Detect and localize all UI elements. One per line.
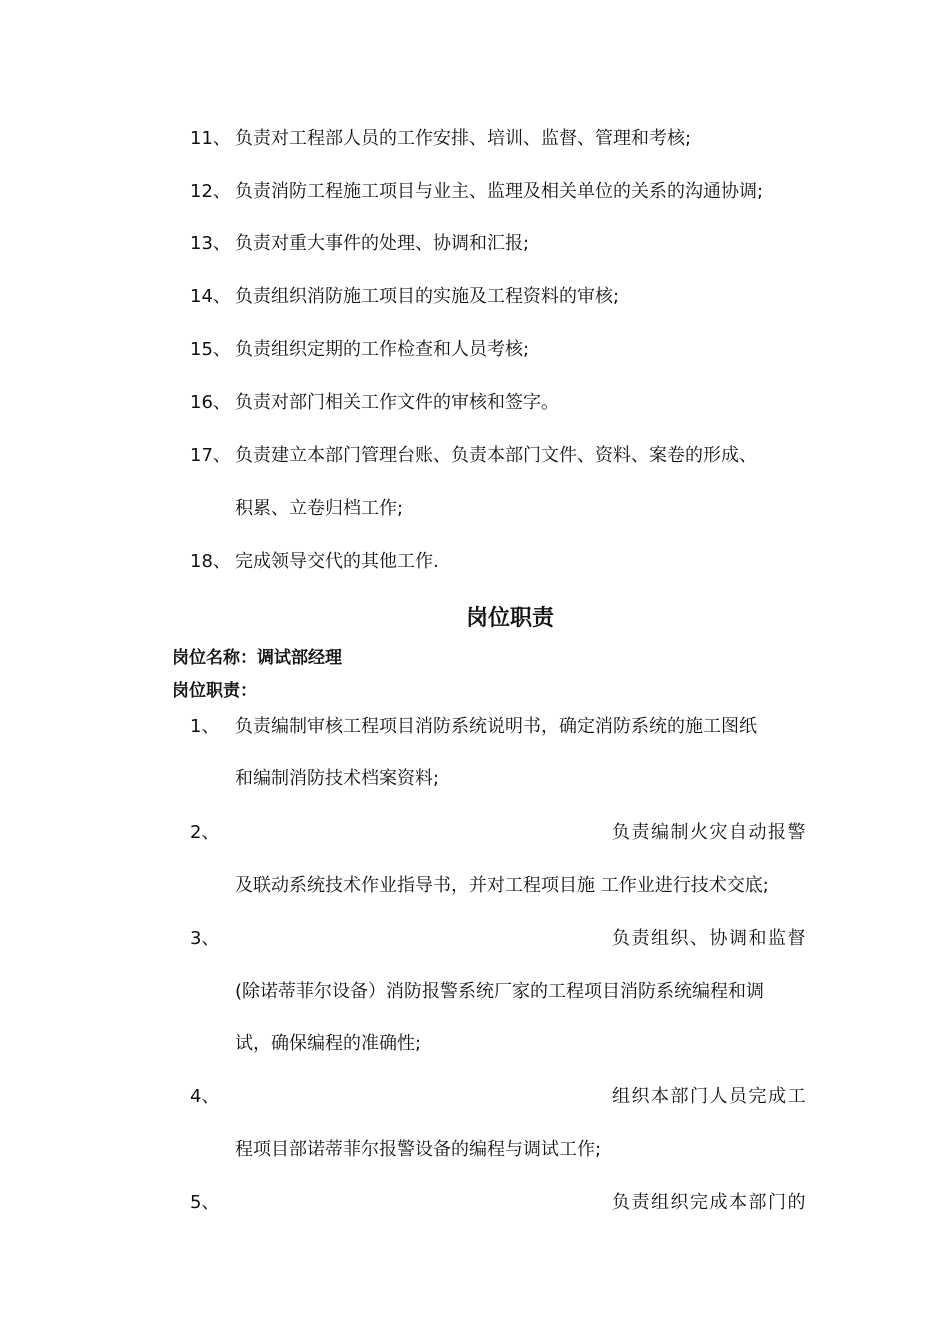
list-item-number: 12、 [190, 181, 231, 202]
list-item-text-continued: 程项目部诺蒂菲尔报警设备的编程与调试工作; [235, 1139, 602, 1160]
list-item-text-continued: 积累、立卷归档工作; [235, 498, 404, 519]
list-item-text: 负责组织消防施工项目的实施及工程资料的审核; [235, 286, 620, 307]
position-name: 岗位名称：调试部经理 [172, 648, 342, 668]
list-item-text: 负责组织定期的工作检查和人员考核; [235, 339, 530, 360]
list-item-number: 5、 [190, 1192, 220, 1213]
list-item-text: 负责对部门相关工作文件的审核和签字。 [235, 392, 559, 413]
list-item-text: 负责组织完成本部门的 [612, 1192, 807, 1213]
duties-label: 岗位职责： [172, 681, 257, 701]
list-item-text-continued: (除诺蒂菲尔设备）消防报警系统厂家的工程项目消防系统编程和调 [235, 981, 765, 1002]
list-item-number: 16、 [190, 392, 231, 413]
list-item-text: 负责组织、协调和监督 [612, 928, 807, 949]
list-item-number: 13、 [190, 233, 231, 254]
list-item-text: 负责建立本部门管理台账、负责本部门文件、资料、案卷的形成、 [235, 445, 757, 466]
section-title: 岗位职责 [465, 606, 554, 631]
list-item-number: 15、 [190, 339, 231, 360]
list-item-number: 2、 [190, 822, 220, 843]
list-item-text: 组织本部门人员完成工 [612, 1086, 807, 1107]
list-item-text: 负责对工程部人员的工作安排、培训、监督、管理和考核; [235, 128, 692, 149]
list-item-text: 负责编制火灾自动报警 [612, 822, 807, 843]
list-item-text: 负责对重大事件的处理、协调和汇报; [235, 233, 530, 254]
list-item-number: 1、 [190, 716, 220, 737]
list-item-number: 14、 [190, 286, 231, 307]
list-item-text-continued: 及联动系统技术作业指导书，并对工程项目施 工作业进行技术交底; [235, 875, 769, 896]
list-item-text: 负责编制审核工程项目消防系统说明书，确定消防系统的施工图纸 [235, 716, 757, 737]
list-item-text: 完成领导交代的其他工作. [235, 551, 439, 572]
list-item-number: 4、 [190, 1086, 220, 1107]
list-item-text: 负责消防工程施工项目与业主、监理及相关单位的关系的沟通协调; [235, 181, 764, 202]
list-item-text-continued: 试，确保编程的准确性; [235, 1033, 422, 1054]
list-item-number: 17、 [190, 445, 231, 466]
list-item-text-continued: 和编制消防技术档案资料; [235, 768, 440, 789]
list-item-number: 3、 [190, 928, 220, 949]
list-item-number: 11、 [190, 128, 231, 149]
list-item-number: 18、 [190, 551, 231, 572]
